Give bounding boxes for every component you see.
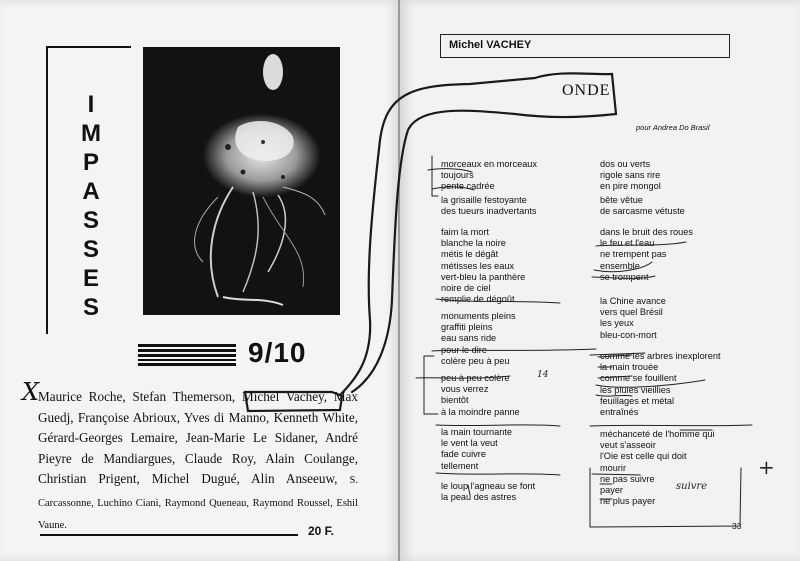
poem-line: la Chine avance [600,296,666,306]
poem-line: comme les arbres inexplorent [600,351,721,361]
top-rule [47,46,131,48]
poem-line: ensemble [600,260,640,271]
poem-line: métisses les eaux [441,260,515,271]
title-letter: M [81,120,101,147]
issue-number: 9/10 [248,337,307,368]
handwritten-note: 14 [537,370,549,380]
stanza [441,481,535,503]
price: 20 F. [308,524,335,538]
stanza [600,227,693,283]
contributors-small: S. Carcassonne, Luchino Ciani, Raymond Queneau, Raymond Roussel, Eshil Vaune. [38,475,358,531]
poem-line: vers quel Brésil [600,307,663,318]
cover-photograph [143,47,340,315]
stanza [441,427,512,472]
poem-line: métis le dégât [441,249,499,260]
poem-line: pour le dire [441,344,487,355]
poem-line: graffiti pleins [441,322,493,333]
poem-line: colère peu à peu [441,355,510,366]
title-letter: S [82,294,99,321]
right-page [400,0,800,561]
poem-line: la grisaille festoyante [441,195,527,205]
title-letter: S [82,236,99,263]
poem-line: les pluies vieillies [600,384,671,395]
handwritten-cross: + [758,455,775,479]
title-letter: P [82,149,99,176]
stanza [600,296,666,341]
poem-line: pente cadrée [441,181,495,192]
poem-line: ne plus payer [600,496,656,507]
poem-line: faim la mort [441,227,489,237]
poem-line: bête vêtue [600,195,643,205]
stanza [600,429,715,507]
poem-line: payer [600,485,623,496]
poem-line: bleu-con-mort [600,329,657,340]
page-number: 33 [732,521,742,531]
poem-line: des tueurs inadvertants [441,206,537,217]
poem-line: veut s'asseoir [600,440,656,451]
author-box [440,34,730,58]
stanza [441,227,525,305]
poem-line: l'Oie est celle qui doit [600,451,687,462]
poem-line: le loup l'agneau se font [441,481,536,491]
poem-line: se trompent [600,271,649,282]
poem-line: blanche la noire [441,238,506,249]
poem-line: toujours [441,170,474,181]
poem-line: comme se fouillent [600,373,677,384]
contributors-main: Maurice Roche, Stefan Themerson, Michel Vachey, Max Guedj, Françoise Abrioux, Yves di Manno, Kenneth White, Gérard-Georges Lemaire, Jean-Marie Le Sidaner, André Pieyre de Mandiargues, Claude Roy, Alain Coulange, Christian Prigent, Michel Dugué, Alin Anseeuw, [38,389,358,486]
poem-line: remplie de dégoût [441,294,515,305]
poem-line: mourir [600,462,627,473]
poem-line: la peau des astres [441,492,517,503]
poem-line: feuillages et métal [600,395,675,406]
poem-line: méchanceté de l'homme qui [600,429,715,439]
stanza [441,373,520,418]
poem-line: vous verrez [441,384,489,395]
handwritten-x-mark: X [22,378,40,406]
handwritten-suivre: suivre [676,481,708,492]
magazine-title [76,90,106,322]
poem-line: en pire mongol [600,181,661,192]
poem-line: la main trouée [600,362,659,373]
poem-line: ne trempent pas [600,249,667,260]
poem-line: fade cuivre [441,449,486,460]
poem-line: bientôt [441,395,469,406]
title-letter: A [82,178,100,205]
poem-line: le vent la veut [441,438,498,449]
title-letter: S [82,207,99,234]
poem-line: noire de ciel [441,283,491,294]
vertical-rule [46,46,48,334]
stanza [441,195,537,217]
poem-title: ONDE [562,82,611,99]
poem-line: monuments pleins [441,311,516,321]
author-name: Michel VACHEY [449,39,532,51]
poem-line: tellement [441,460,479,471]
title-letter: I [87,91,95,118]
stanza [441,159,537,193]
decorative-bars [138,344,236,368]
stanza [600,159,661,193]
poem-line: peu à peu colère [441,373,510,383]
poem-line: eau sans ride [441,333,497,344]
poem-line: la main tournante [441,427,512,437]
poem-line: à la moindre panne [441,406,520,417]
poem-line: ne pas suivre [600,473,655,484]
contributors-list [38,387,358,537]
abstract-figure-image [143,47,340,315]
poem-line: les yeux [600,318,634,329]
stanza [600,351,721,418]
poem-line: entraînés [600,407,639,418]
bottom-rule [40,534,298,536]
title-letter: E [82,265,99,292]
poem-line: de sarcasme vétuste [600,206,685,217]
poem-line: dans le bruit des roues [600,227,693,237]
dedication: pour Andrea Do Brasil [636,123,710,132]
poem-line: rigole sans rire [600,170,661,181]
poem-line: dos ou verts [600,159,651,169]
poem-line: morceaux en morceaux [441,159,538,169]
poem-line: vert-bleu la panthère [441,271,526,282]
poem-line: le feu et l'eau [600,238,655,249]
stanza [441,311,516,367]
stanza [600,195,685,217]
